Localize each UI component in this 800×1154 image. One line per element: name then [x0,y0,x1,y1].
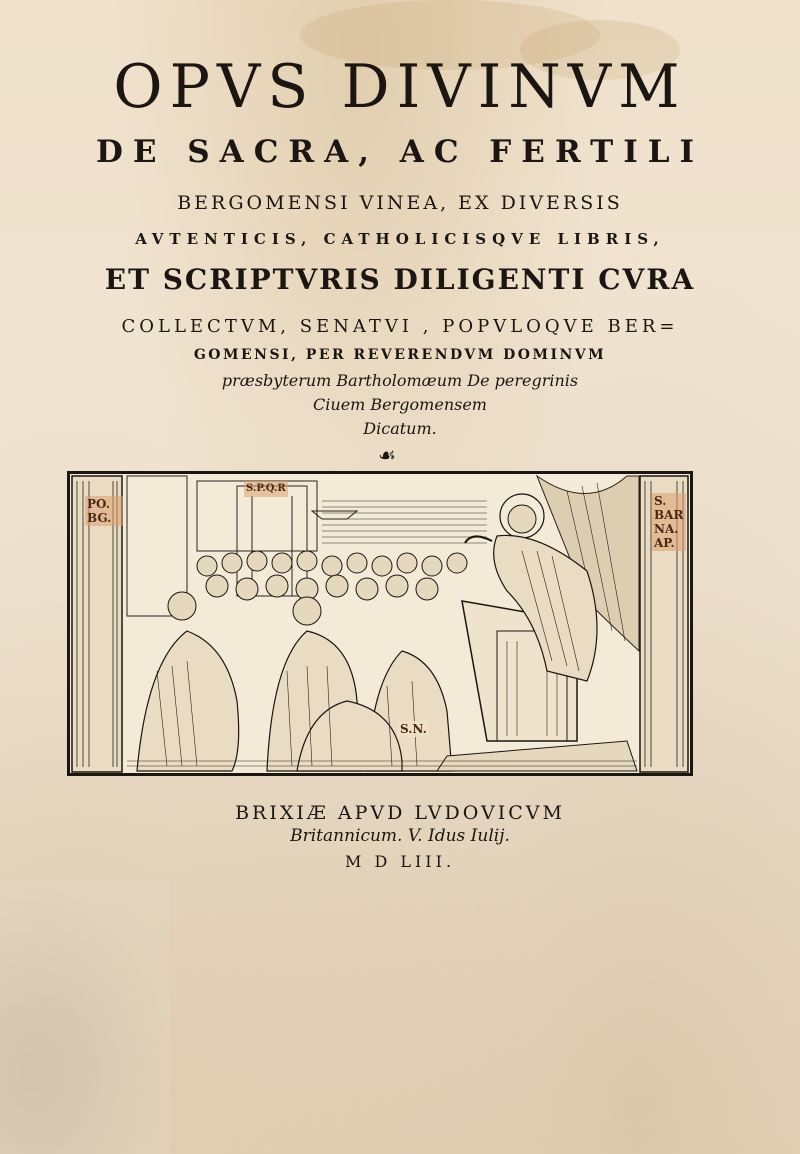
page-edge-wear [0,880,170,1154]
title-line-8: præsbyterum Bartholomæum De peregrinis [221,371,579,390]
woodcut-right-label: S. BAR NA. AP. [652,493,686,551]
title-line-7: GOMENSI, PER REVERENDVM DOMINVM [193,347,607,363]
imprint-line-2: Britannicum. V. Idus Iulij. [290,826,510,846]
title-line-5: ET SCRIPTVRIS DILIGENTI CVRA [104,263,696,296]
title-line-2: DE SACRA, AC FERTILI [95,134,705,170]
woodcut-illustration [67,471,693,776]
title-line-4: AVTENTICIS, CATHOLICISQVE LIBRIS, [135,230,665,248]
woodcut-bench-label: S.N. [400,722,427,736]
woodcut-left-label: PO. BG. [85,496,123,526]
title-line-10: Dicatum. [363,419,437,438]
fleuron-ornament: ☙ [378,443,396,467]
woodcut-svg [67,471,693,776]
title-line-3: BERGOMENSI VINEA, EX DIVERSIS [177,192,623,214]
title-line-6: COLLECTVM, SENATVI , POPVLOQVE BER= [121,316,679,337]
title-line-9: Ciuem Bergomensem [313,395,487,414]
imprint-line-3: M D LIII. [344,852,456,871]
woodcut-banner-label: S.P.Q.R [244,481,288,497]
title-line-1: OPVS DIVINVM [113,52,687,122]
imprint-line-1: BRIXIÆ APVD LVDOVICVM [235,802,565,824]
